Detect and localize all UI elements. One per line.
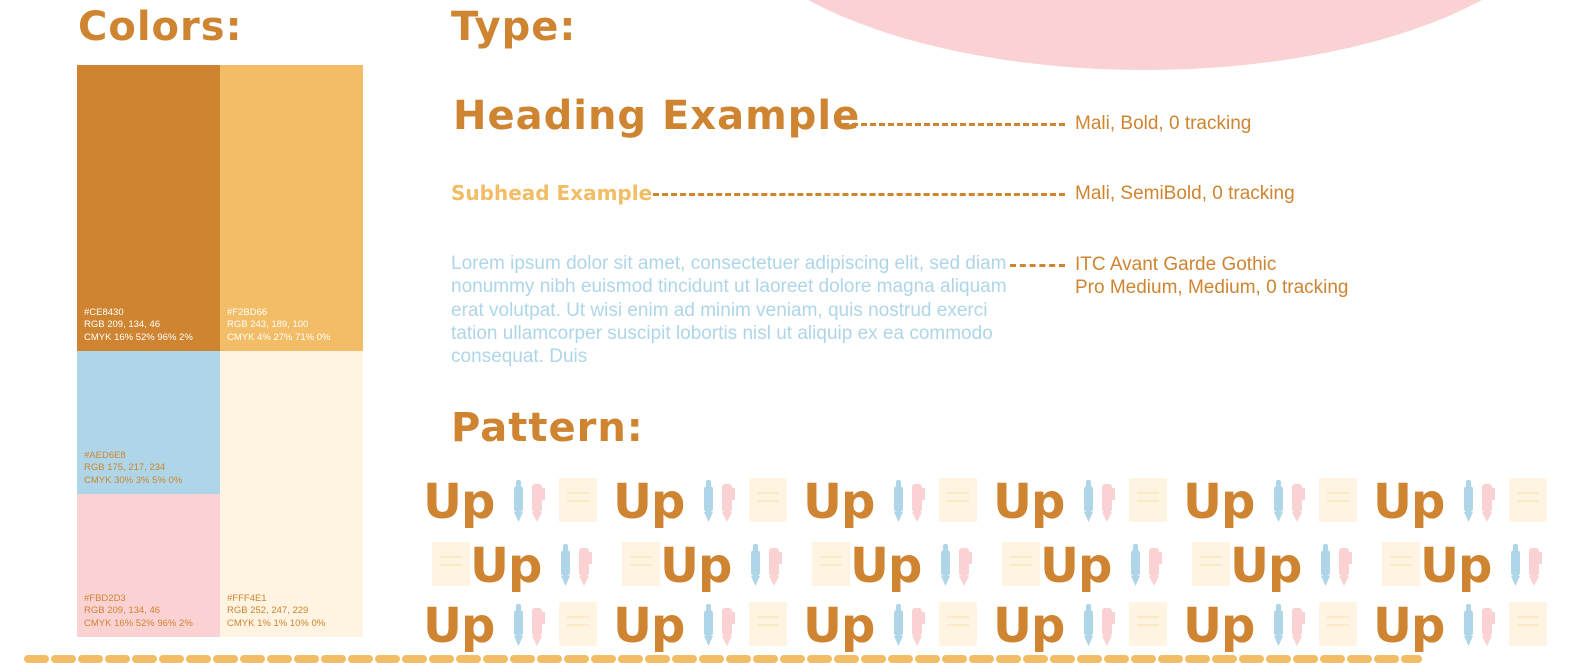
pattern-row bbox=[423, 472, 1563, 532]
swatch-hex: #FFF4E1 bbox=[227, 592, 267, 604]
swatch-light-orange bbox=[220, 65, 363, 351]
pattern-preview bbox=[423, 472, 1492, 654]
pen-icon bbox=[1504, 542, 1550, 592]
pen-icon bbox=[887, 478, 933, 528]
body-font-note bbox=[1075, 253, 1349, 299]
decorative-pink-blob bbox=[715, 0, 1575, 70]
pattern-section-title: Pattern: bbox=[451, 405, 644, 451]
pen-icon bbox=[1457, 602, 1503, 652]
pattern-unit bbox=[1183, 596, 1373, 656]
paper-note-icon bbox=[1509, 602, 1547, 646]
pattern-unit bbox=[423, 596, 613, 656]
pattern-word: Up bbox=[1373, 474, 1445, 530]
body-font-note-line1: ITC Avant Garde Gothic bbox=[1075, 254, 1277, 275]
pen-icon bbox=[1314, 542, 1360, 592]
paper-note-icon bbox=[559, 478, 597, 522]
subhead-leader-line bbox=[653, 193, 1065, 196]
paper-note-icon bbox=[1509, 478, 1547, 522]
swatch-cmyk: CMYK 30% 3% 5% 0% bbox=[84, 474, 183, 486]
pattern-word: Up bbox=[660, 538, 732, 594]
pen-icon bbox=[507, 478, 553, 528]
heading-example-row bbox=[453, 93, 860, 139]
pattern-word: Up bbox=[1420, 538, 1492, 594]
pattern-word: Up bbox=[803, 474, 875, 530]
pen-icon bbox=[1077, 478, 1123, 528]
subhead-example: Subhead Example bbox=[451, 181, 653, 205]
pattern-word: Up bbox=[1183, 474, 1255, 530]
pen-icon bbox=[1077, 602, 1123, 652]
paper-note-icon bbox=[622, 542, 660, 586]
paper-note-icon bbox=[939, 478, 977, 522]
pattern-word: Up bbox=[993, 474, 1065, 530]
pattern-word: Up bbox=[613, 598, 685, 654]
pen-icon bbox=[507, 602, 553, 652]
swatch-cmyk: CMYK 16% 52% 96% 2% bbox=[84, 331, 193, 343]
pattern-word: Up bbox=[803, 598, 875, 654]
swatch-light-blue bbox=[77, 351, 220, 494]
pattern-unit bbox=[1376, 536, 1566, 596]
paper-note-icon bbox=[1129, 478, 1167, 522]
swatch-cream bbox=[220, 351, 363, 637]
body-font-note-line2: Pro Medium, Medium, 0 tracking bbox=[1075, 277, 1349, 298]
pattern-unit bbox=[806, 536, 996, 596]
swatch-orange bbox=[77, 65, 220, 351]
pen-icon bbox=[1124, 542, 1170, 592]
swatch-hex: #CE8430 bbox=[84, 306, 124, 318]
type-section-title: Type: bbox=[451, 4, 577, 50]
heading-example: Heading Example bbox=[453, 93, 861, 139]
paper-note-icon bbox=[812, 542, 850, 586]
pattern-row bbox=[426, 536, 1566, 596]
swatch-rgb: RGB 209, 134, 46 bbox=[84, 319, 161, 330]
pattern-unit bbox=[993, 472, 1183, 532]
colors-section-title: Colors: bbox=[78, 4, 243, 50]
pen-icon bbox=[554, 542, 600, 592]
pen-icon bbox=[697, 602, 743, 652]
decorative-dashed-border bbox=[28, 655, 1418, 663]
paper-note-icon bbox=[432, 542, 470, 586]
pattern-unit bbox=[426, 536, 616, 596]
paper-note-icon bbox=[1192, 542, 1230, 586]
swatch-rgb: RGB 209, 134, 46 bbox=[84, 605, 161, 616]
paper-note-icon bbox=[1129, 602, 1167, 646]
swatch-pink bbox=[77, 494, 220, 637]
pattern-unit bbox=[616, 536, 806, 596]
swatch-hex: #F2BD66 bbox=[227, 306, 268, 318]
pattern-unit bbox=[1373, 472, 1563, 532]
pattern-word: Up bbox=[1040, 538, 1112, 594]
pattern-unit bbox=[613, 596, 803, 656]
pattern-unit bbox=[1183, 472, 1373, 532]
pattern-word: Up bbox=[423, 598, 495, 654]
paper-note-icon bbox=[1382, 542, 1420, 586]
pattern-unit bbox=[1373, 596, 1563, 656]
paper-note-icon bbox=[1319, 602, 1357, 646]
pattern-word: Up bbox=[1230, 538, 1302, 594]
pattern-word: Up bbox=[470, 538, 542, 594]
pattern-unit bbox=[613, 472, 803, 532]
pen-icon bbox=[1267, 478, 1313, 528]
color-palette bbox=[77, 65, 363, 637]
pen-icon bbox=[934, 542, 980, 592]
pattern-row bbox=[423, 596, 1563, 656]
pattern-unit bbox=[803, 596, 993, 656]
pattern-unit bbox=[1186, 536, 1376, 596]
swatch-cmyk: CMYK 16% 52% 96% 2% bbox=[84, 617, 193, 629]
pattern-word: Up bbox=[1373, 598, 1445, 654]
pen-icon bbox=[744, 542, 790, 592]
paper-note-icon bbox=[749, 478, 787, 522]
swatch-rgb: RGB 243, 189, 100 bbox=[227, 319, 309, 330]
pen-icon bbox=[697, 478, 743, 528]
swatch-cmyk: CMYK 4% 27% 71% 0% bbox=[227, 331, 331, 343]
swatch-cmyk: CMYK 1% 1% 10% 0% bbox=[227, 617, 326, 629]
paper-note-icon bbox=[939, 602, 977, 646]
pattern-unit bbox=[996, 536, 1186, 596]
body-leader-line bbox=[1010, 264, 1065, 267]
pen-icon bbox=[1457, 478, 1503, 528]
pattern-word: Up bbox=[613, 474, 685, 530]
paper-note-icon bbox=[749, 602, 787, 646]
paper-note-icon bbox=[1002, 542, 1040, 586]
swatch-rgb: RGB 175, 217, 234 bbox=[84, 462, 166, 473]
pattern-word: Up bbox=[1183, 598, 1255, 654]
pattern-unit bbox=[803, 472, 993, 532]
pattern-unit bbox=[993, 596, 1183, 656]
paper-note-icon bbox=[1319, 478, 1357, 522]
heading-leader-line bbox=[843, 123, 1065, 126]
swatch-rgb: RGB 252, 247, 229 bbox=[227, 605, 309, 616]
subhead-font-note: Mali, SemiBold, 0 tracking bbox=[1075, 183, 1295, 204]
swatch-hex: #AED6E8 bbox=[84, 449, 126, 461]
pattern-word: Up bbox=[850, 538, 922, 594]
pen-icon bbox=[1267, 602, 1313, 652]
pen-icon bbox=[887, 602, 933, 652]
swatch-hex: #FBD2D3 bbox=[84, 592, 126, 604]
subhead-example-row bbox=[451, 181, 652, 205]
heading-font-note: Mali, Bold, 0 tracking bbox=[1075, 113, 1252, 134]
pattern-unit bbox=[423, 472, 613, 532]
pattern-word: Up bbox=[423, 474, 495, 530]
pattern-word: Up bbox=[993, 598, 1065, 654]
paper-note-icon bbox=[559, 602, 597, 646]
body-text-example: Lorem ipsum dolor sit amet, consectetuer adipiscing elit, sed diam nonummy nibh euismod tincidunt ut laoreet dolore magna aliquam erat volutpat. Ut wisi enim ad minim veniam, quis nostrud exerci tation ullamcorper suscipit lobortis nisl ut aliquip ex ea commodo consequat. Duis bbox=[451, 253, 1007, 368]
